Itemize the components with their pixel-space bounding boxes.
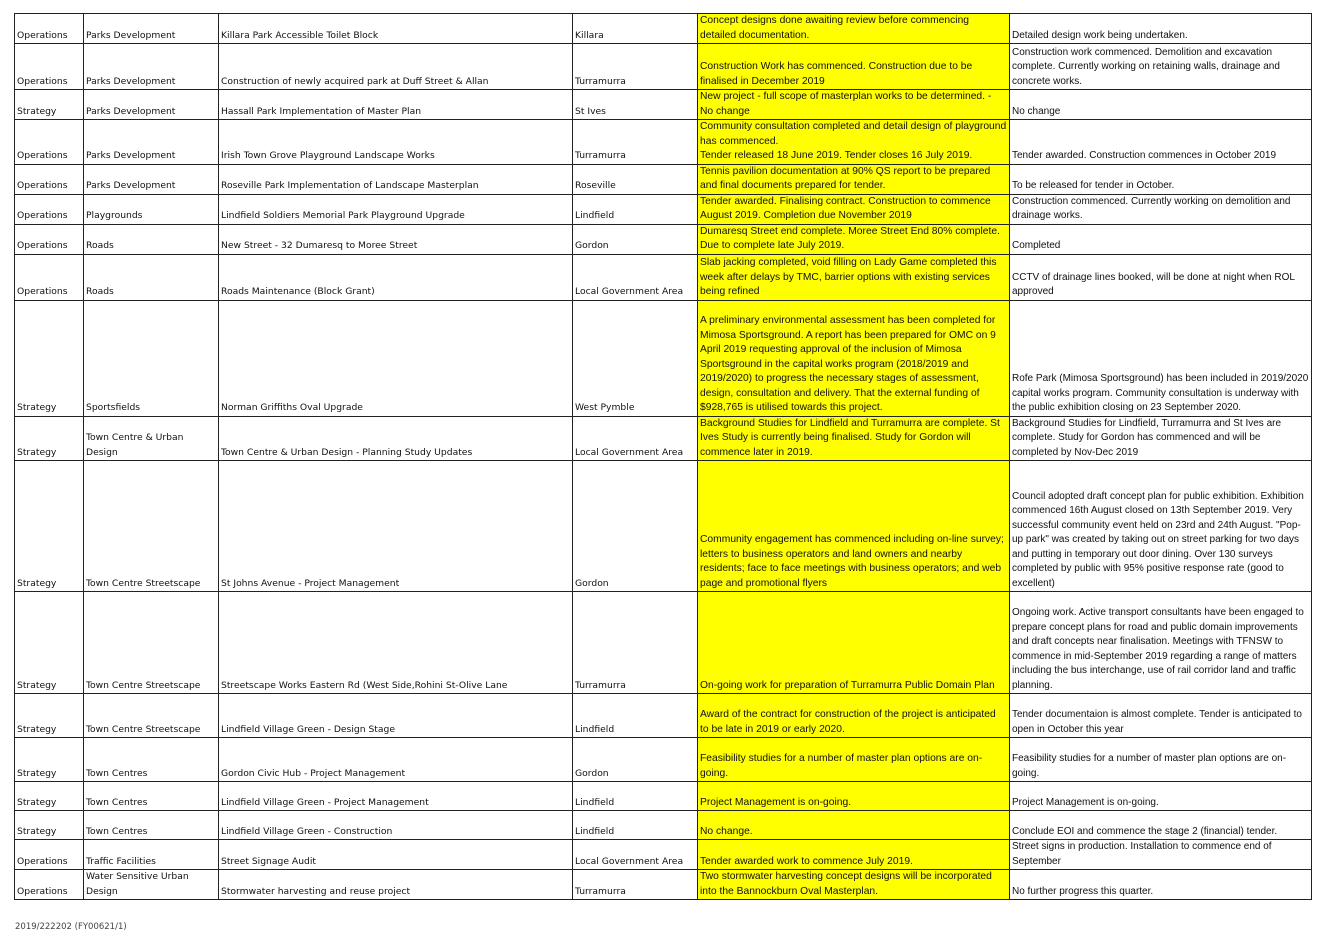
- previous-update-cell: Community engagement has commenced including on-line survey; letters to business operators and land owners and nearby residents; face to face meetings with business operators; and web page and promotional flyers: [698, 461, 1010, 592]
- type-cell: Strategy: [15, 782, 84, 811]
- current-comment-cell: Tender awarded. Construction commences in October 2019: [1010, 120, 1312, 165]
- project-cell: Lindfield Village Green - Project Management: [219, 782, 573, 811]
- table-row: [15, 870, 1312, 900]
- location-cell: St Ives: [573, 90, 698, 120]
- category-cell: Playgrounds: [84, 194, 219, 224]
- location-cell: West Pymble: [573, 300, 698, 416]
- projects-table: [14, 13, 1312, 900]
- type-cell: Operations: [15, 120, 84, 165]
- location-cell: Lindfield: [573, 194, 698, 224]
- previous-update-cell: Tennis pavilion documentation at 90% QS report to be prepared and final documents prepared for tender.: [698, 164, 1010, 194]
- previous-update-cell: Tender awarded work to commence July 2019.: [698, 840, 1010, 870]
- table-row: [15, 90, 1312, 120]
- previous-update-cell: No change.: [698, 811, 1010, 840]
- current-comment-cell: Tender documentaion is almost complete. Tender is anticipated to open in October this year: [1010, 694, 1312, 738]
- current-comment-cell: No further progress this quarter.: [1010, 870, 1312, 900]
- project-cell: Streetscape Works Eastern Rd (West Side,Rohini St-Olive Lane: [219, 592, 573, 694]
- location-cell: Turramurra: [573, 44, 698, 90]
- document-reference: 2019/222202 (FY00621/1): [15, 922, 127, 932]
- location-cell: Turramurra: [573, 120, 698, 165]
- location-cell: Lindfield: [573, 694, 698, 738]
- project-cell: Lindfield Village Green - Construction: [219, 811, 573, 840]
- table-row: [15, 782, 1312, 811]
- current-comment-cell: Project Management is on-going.: [1010, 782, 1312, 811]
- location-cell: Turramurra: [573, 592, 698, 694]
- previous-update-cell: Feasibility studies for a number of master plan options are on-going.: [698, 738, 1010, 782]
- type-cell: Operations: [15, 14, 84, 44]
- current-comment-cell: Detailed design work being undertaken.: [1010, 14, 1312, 44]
- previous-update-cell: New project - full scope of masterplan works to be determined. - No change: [698, 90, 1010, 120]
- project-cell: Lindfield Village Green - Design Stage: [219, 694, 573, 738]
- project-cell: Town Centre & Urban Design - Planning Study Updates: [219, 416, 573, 461]
- category-cell: Town Centre & Urban Design: [84, 416, 219, 461]
- previous-update-cell: Background Studies for Lindfield and Turramurra are complete. St Ives Study is currently being finalised. Study for Gordon will commence later in 2019.: [698, 416, 1010, 461]
- previous-update-cell: Slab jacking completed, void filling on Lady Game completed this week after delays by TMC, barrier options with existing services being refined: [698, 254, 1010, 300]
- type-cell: Strategy: [15, 90, 84, 120]
- location-cell: Local Government Area: [573, 840, 698, 870]
- type-cell: Operations: [15, 44, 84, 90]
- previous-update-cell: Project Management is on-going.: [698, 782, 1010, 811]
- project-cell: Construction of newly acquired park at Duff Street & Allan: [219, 44, 573, 90]
- location-cell: Lindfield: [573, 782, 698, 811]
- type-cell: Operations: [15, 254, 84, 300]
- previous-update-cell: Award of the contract for construction of the project is anticipated to be late in 2019 or early 2020.: [698, 694, 1010, 738]
- location-cell: Gordon: [573, 224, 698, 254]
- current-comment-cell: Feasibility studies for a number of master plan options are on-going.: [1010, 738, 1312, 782]
- current-comment-cell: Completed: [1010, 224, 1312, 254]
- project-cell: Gordon Civic Hub - Project Management: [219, 738, 573, 782]
- table-row: [15, 164, 1312, 194]
- category-cell: Roads: [84, 254, 219, 300]
- table-row: [15, 811, 1312, 840]
- category-cell: Parks Development: [84, 164, 219, 194]
- project-cell: Hassall Park Implementation of Master Plan: [219, 90, 573, 120]
- current-comment-cell: Construction work commenced. Demolition and excavation complete. Currently working on retaining walls, drainage and concrete works.: [1010, 44, 1312, 90]
- project-cell: New Street - 32 Dumaresq to Moree Street: [219, 224, 573, 254]
- previous-update-cell: Construction Work has commenced. Construction due to be finalised in December 2019: [698, 44, 1010, 90]
- category-cell: Sportsfields: [84, 300, 219, 416]
- category-cell: Parks Development: [84, 90, 219, 120]
- table-row: [15, 14, 1312, 44]
- location-cell: Lindfield: [573, 811, 698, 840]
- location-cell: Roseville: [573, 164, 698, 194]
- project-cell: Killara Park Accessible Toilet Block: [219, 14, 573, 44]
- category-cell: Town Centre Streetscape: [84, 461, 219, 592]
- current-comment-cell: Council adopted draft concept plan for public exhibition. Exhibition commenced 16th August closed on 13th September 2019. Very successful community event held on 23rd and 24th August. "Pop-up park" was created by taking out on street parking for two days and putting in temporary out door dining. Over 130 surveys completed by public with 95% positive response rate (good to excellent): [1010, 461, 1312, 592]
- location-cell: Gordon: [573, 738, 698, 782]
- category-cell: Traffic Facilities: [84, 840, 219, 870]
- location-cell: Killara: [573, 14, 698, 44]
- table-row: [15, 694, 1312, 738]
- type-cell: Strategy: [15, 416, 84, 461]
- project-cell: Lindfield Soldiers Memorial Park Playground Upgrade: [219, 194, 573, 224]
- project-cell: Street Signage Audit: [219, 840, 573, 870]
- category-cell: Town Centre Streetscape: [84, 592, 219, 694]
- table-row: [15, 592, 1312, 694]
- current-comment-cell: To be released for tender in October.: [1010, 164, 1312, 194]
- type-cell: Operations: [15, 224, 84, 254]
- category-cell: Town Centres: [84, 811, 219, 840]
- current-comment-cell: Street signs in production. Installation to commence end of September: [1010, 840, 1312, 870]
- category-cell: Roads: [84, 224, 219, 254]
- table-row: [15, 840, 1312, 870]
- category-cell: Town Centre Streetscape: [84, 694, 219, 738]
- project-cell: Irish Town Grove Playground Landscape Works: [219, 120, 573, 165]
- previous-update-cell: Concept designs done awaiting review before commencing detailed documentation.: [698, 14, 1010, 44]
- previous-update-cell: Dumaresq Street end complete. Moree Street End 80% complete. Due to complete late July 2019.: [698, 224, 1010, 254]
- table-row: [15, 224, 1312, 254]
- type-cell: Strategy: [15, 592, 84, 694]
- project-cell: Roads Maintenance (Block Grant): [219, 254, 573, 300]
- table-row: [15, 194, 1312, 224]
- current-comment-cell: No change: [1010, 90, 1312, 120]
- type-cell: Operations: [15, 840, 84, 870]
- category-cell: Parks Development: [84, 44, 219, 90]
- type-cell: Strategy: [15, 811, 84, 840]
- table-row: [15, 254, 1312, 300]
- category-cell: Parks Development: [84, 14, 219, 44]
- previous-update-cell: On-going work for preparation of Turramurra Public Domain Plan: [698, 592, 1010, 694]
- project-cell: Stormwater harvesting and reuse project: [219, 870, 573, 900]
- location-cell: Local Government Area: [573, 416, 698, 461]
- type-cell: Operations: [15, 194, 84, 224]
- type-cell: Operations: [15, 870, 84, 900]
- current-comment-cell: Background Studies for Lindfield, Turramurra and St Ives are complete. Study for Gordon has commenced and will be completed by Nov-Dec 2019: [1010, 416, 1312, 461]
- current-comment-cell: Construction commenced. Currently working on demolition and drainage works.: [1010, 194, 1312, 224]
- category-cell: Town Centres: [84, 738, 219, 782]
- table-row: [15, 44, 1312, 90]
- table-row: [15, 461, 1312, 592]
- location-cell: Local Government Area: [573, 254, 698, 300]
- table-row: [15, 120, 1312, 165]
- previous-update-cell: Community consultation completed and detail design of playground has commenced. Tender released 18 June 2019. Tender closes 16 July 2019.: [698, 120, 1010, 165]
- category-cell: Parks Development: [84, 120, 219, 165]
- location-cell: Gordon: [573, 461, 698, 592]
- current-comment-cell: Ongoing work. Active transport consultants have been engaged to prepare concept plans for road and public domain improvements and draft concepts near finalisation. Meetings with TFNSW to commence in mid-September 2019 regarding a range of matters including the bus interchange, use of rail corridor land and traffic planning.: [1010, 592, 1312, 694]
- current-comment-cell: Rofe Park (Mimosa Sportsground) has been included in 2019/2020 capital works program. Community consultation is underway with the public exhibition closing on 23 September 2020.: [1010, 300, 1312, 416]
- previous-update-cell: Tender awarded. Finalising contract. Construction to commence August 2019. Completion due November 2019: [698, 194, 1010, 224]
- project-cell: Norman Griffiths Oval Upgrade: [219, 300, 573, 416]
- category-cell: Town Centres: [84, 782, 219, 811]
- previous-update-cell: Two stormwater harvesting concept designs will be incorporated into the Bannockburn Oval Masterplan.: [698, 870, 1010, 900]
- category-cell: Water Sensitive Urban Design: [84, 870, 219, 900]
- current-comment-cell: CCTV of drainage lines booked, will be done at night when ROL approved: [1010, 254, 1312, 300]
- table-row: [15, 416, 1312, 461]
- location-cell: Turramurra: [573, 870, 698, 900]
- project-cell: St Johns Avenue - Project Management: [219, 461, 573, 592]
- projects-table-body: [15, 14, 1312, 900]
- type-cell: Strategy: [15, 300, 84, 416]
- current-comment-cell: Conclude EOI and commence the stage 2 (financial) tender.: [1010, 811, 1312, 840]
- type-cell: Operations: [15, 164, 84, 194]
- type-cell: Strategy: [15, 694, 84, 738]
- type-cell: Strategy: [15, 738, 84, 782]
- previous-update-cell: A preliminary environmental assessment has been completed for Mimosa Sportsground. A report has been prepared for OMC on 9 April 2019 requesting approval of the inclusion of Mimosa Sportsground in the capital works program (2018/2019 and 2019/2020) to progress the necessary stages of assessment, design, consultation and delivery. That the external funding of $928,765 is utilised towards this project.: [698, 300, 1010, 416]
- type-cell: Strategy: [15, 461, 84, 592]
- table-row: [15, 300, 1312, 416]
- table-row: [15, 738, 1312, 782]
- project-cell: Roseville Park Implementation of Landscape Masterplan: [219, 164, 573, 194]
